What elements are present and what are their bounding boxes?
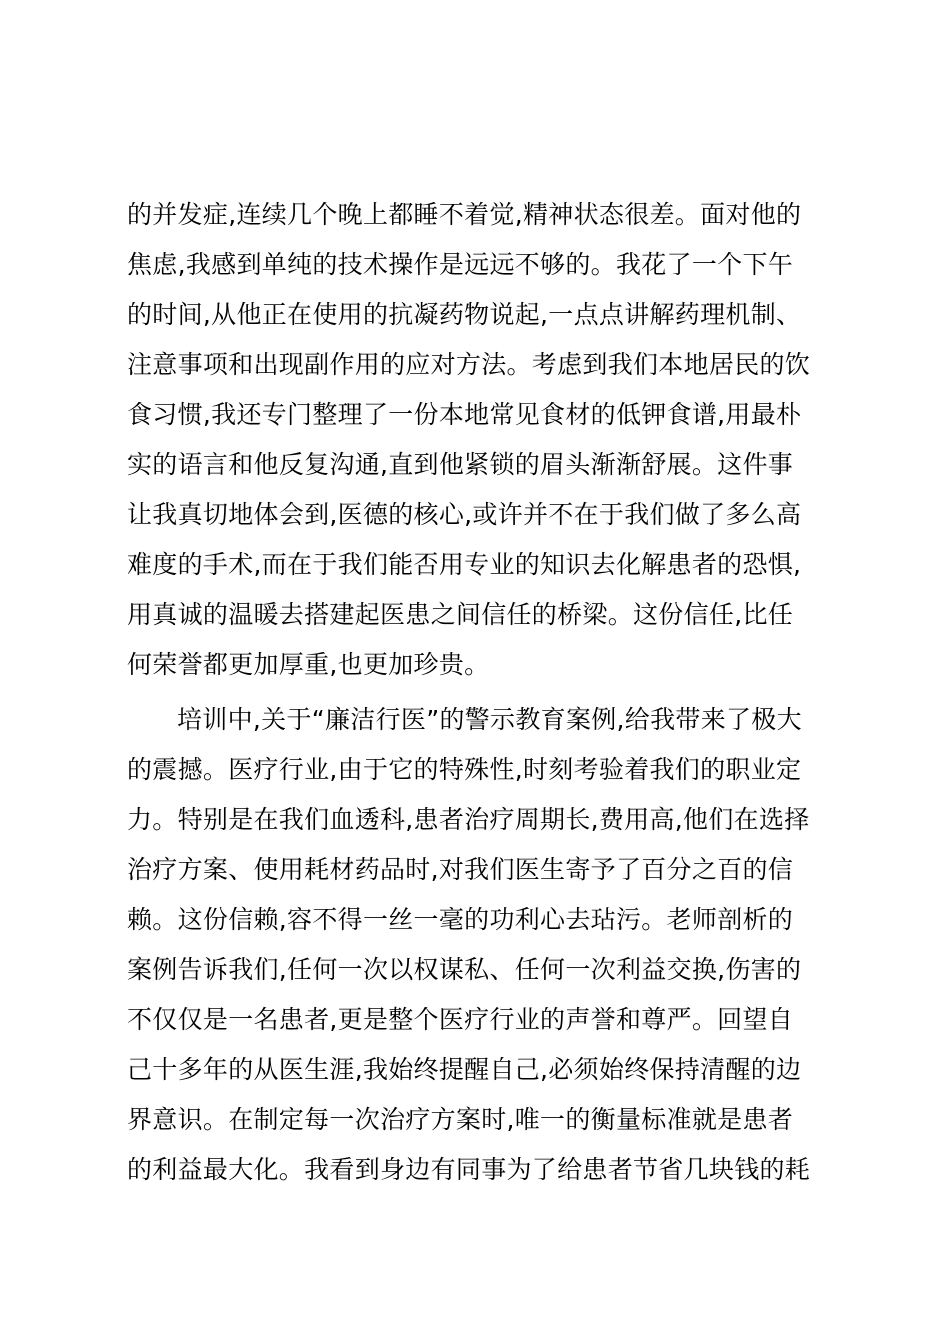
paragraph-line: 的时间,从他正在使用的抗凝药物说起,一点点讲解药理机制、 bbox=[127, 300, 802, 329]
paragraph-line: 何荣誉都更加厚重,也更加珍贵。 bbox=[127, 650, 490, 679]
paragraph-line: 的震撼。医疗行业,由于它的特殊性,时刻考验着我们的职业定 bbox=[127, 755, 802, 784]
paragraph-line: 难度的手术,而在于我们能否用专业的知识去化解患者的恐惧, bbox=[127, 550, 802, 579]
paragraph-line: 注意事项和出现副作用的应对方法。考虑到我们本地居民的饮 bbox=[127, 350, 811, 379]
paragraph-2 bbox=[127, 695, 827, 1195]
paragraph-line: 治疗方案、使用耗材药品时,对我们医生寄予了百分之百的信 bbox=[127, 855, 794, 884]
paragraph-line: 实的语言和他反复沟通,直到他紧锁的眉头渐渐舒展。这件事 bbox=[127, 450, 794, 479]
paragraph-line: 让我真切地体会到,医德的核心,或许并不在于我们做了多么高 bbox=[127, 500, 802, 529]
paragraph-line: 界意识。在制定每一次治疗方案时,唯一的衡量标准就是患者 bbox=[127, 1105, 794, 1134]
paragraph-line: 焦虑,我感到单纯的技术操作是远远不够的。我花了一个下午 bbox=[127, 250, 794, 279]
paragraph-line: 培训中,关于“廉洁行医”的警示教育案例,给我带来了极大 bbox=[177, 705, 802, 734]
paragraph-line: 的利益最大化。我看到身边有同事为了给患者节省几块钱的耗 bbox=[127, 1155, 811, 1184]
paragraph-line: 己十多年的从医生涯,我始终提醒自己,必须始终保持清醒的边 bbox=[127, 1055, 802, 1084]
paragraph-line: 赖。这份信赖,容不得一丝一毫的功利心去玷污。老师剖析的 bbox=[127, 905, 794, 934]
paragraph-line: 的并发症,连续几个晚上都睡不着觉,精神状态很差。面对他的 bbox=[127, 200, 802, 229]
paragraph-line: 力。特别是在我们血透科,患者治疗周期长,费用高,他们在选择 bbox=[127, 805, 810, 834]
paragraph-line: 不仅仅是一名患者,更是整个医疗行业的声誉和尊严。回望自 bbox=[127, 1005, 794, 1034]
paragraph-1 bbox=[127, 190, 827, 690]
paragraph-line: 食习惯,我还专门整理了一份本地常见食材的低钾食谱,用最朴 bbox=[127, 400, 802, 429]
paragraph-line: 用真诚的温暖去搭建起医患之间信任的桥梁。这份信任,比任 bbox=[127, 600, 794, 629]
paragraph-line: 案例告诉我们,任何一次以权谋私、任何一次利益交换,伤害的 bbox=[127, 955, 802, 984]
